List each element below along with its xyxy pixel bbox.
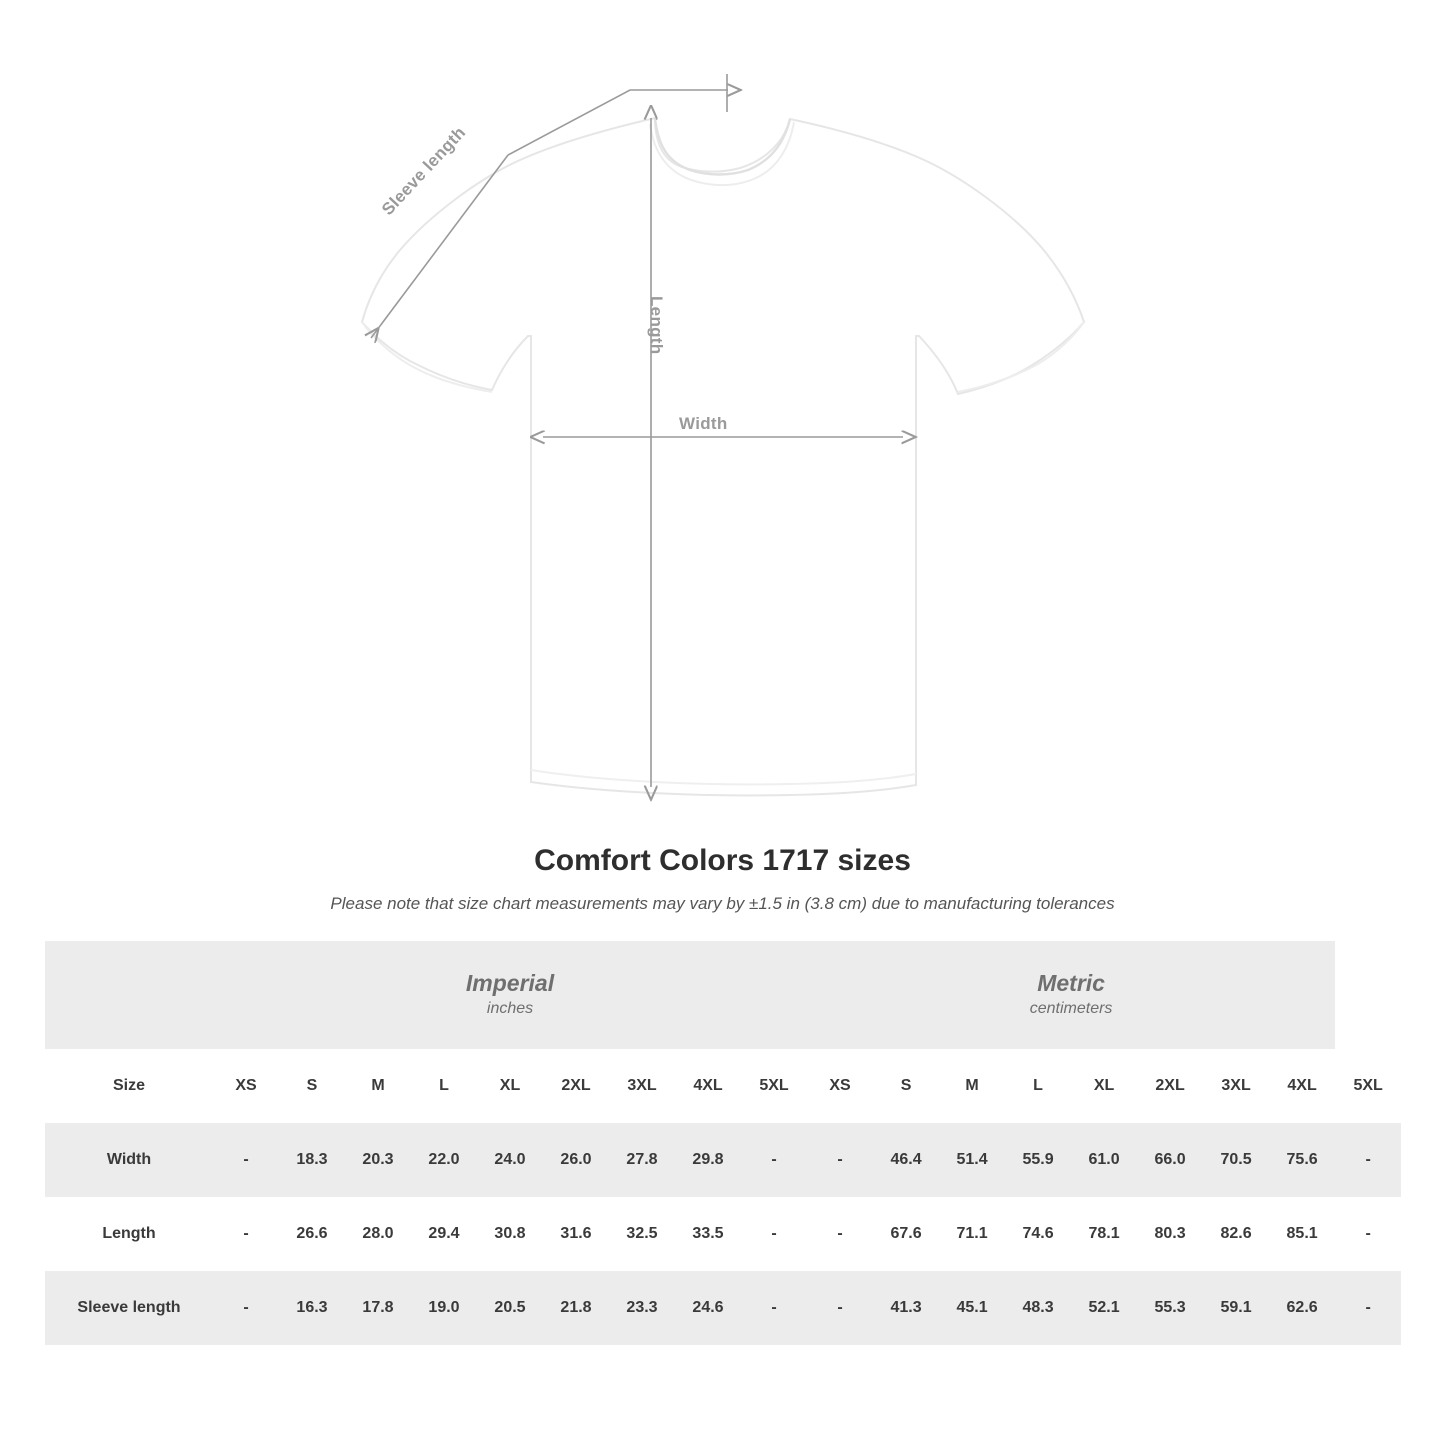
cell-width-5xl-cm: - — [1335, 1123, 1401, 1197]
cell-length-3xl-cm: 82.6 — [1203, 1197, 1269, 1271]
cell-length-4xl-in: 33.5 — [675, 1197, 741, 1271]
cell-length-4xl-cm: 85.1 — [1269, 1197, 1335, 1271]
table-row — [45, 1197, 1401, 1271]
column-header-5xl-cm: 5XL — [1335, 1049, 1401, 1123]
cell-width-2xl-in: 26.0 — [543, 1123, 609, 1197]
cell-width-s-in: 18.3 — [279, 1123, 345, 1197]
cell-sleeve-2xl-in: 21.8 — [543, 1271, 609, 1345]
column-header-3xl-in: 3XL — [609, 1049, 675, 1123]
size-table-wrapper — [45, 941, 1400, 1345]
cell-sleeve-2xl-cm: 55.3 — [1137, 1271, 1203, 1345]
column-header-s-cm: S — [873, 1049, 939, 1123]
column-header-l-in: L — [411, 1049, 477, 1123]
title-block — [0, 844, 1445, 914]
column-header-s-in: S — [279, 1049, 345, 1123]
cell-sleeve-l-cm: 48.3 — [1005, 1271, 1071, 1345]
cell-sleeve-xl-cm: 52.1 — [1071, 1271, 1137, 1345]
cell-sleeve-3xl-cm: 59.1 — [1203, 1271, 1269, 1345]
cell-length-5xl-in: - — [741, 1197, 807, 1271]
page-title: Comfort Colors 1717 sizes — [534, 844, 911, 877]
cell-length-2xl-cm: 80.3 — [1137, 1197, 1203, 1271]
cell-length-l-in: 29.4 — [411, 1197, 477, 1271]
cell-width-5xl-in: - — [741, 1123, 807, 1197]
column-header-2xl-cm: 2XL — [1137, 1049, 1203, 1123]
cell-width-3xl-cm: 70.5 — [1203, 1123, 1269, 1197]
cell-width-m-in: 20.3 — [345, 1123, 411, 1197]
unit-metric-sub: centimeters — [1029, 1000, 1113, 1018]
cell-length-s-cm: 67.6 — [873, 1197, 939, 1271]
column-header-size: Size — [45, 1049, 213, 1123]
width-label: Width — [679, 414, 728, 433]
cell-width-l-in: 22.0 — [411, 1123, 477, 1197]
cell-length-m-in: 28.0 — [345, 1197, 411, 1271]
unit-header-row — [45, 941, 1401, 1049]
cell-width-4xl-in: 29.8 — [675, 1123, 741, 1197]
unit-header-imperial — [213, 941, 807, 1049]
cell-width-xs-in: - — [213, 1123, 279, 1197]
row-label-sleeve-length: Sleeve length — [45, 1271, 213, 1345]
column-header-4xl-cm: 4XL — [1269, 1049, 1335, 1123]
cell-length-l-cm: 74.6 — [1005, 1197, 1071, 1271]
column-header-4xl-in: 4XL — [675, 1049, 741, 1123]
cell-sleeve-s-in: 16.3 — [279, 1271, 345, 1345]
column-header-m-cm: M — [939, 1049, 1005, 1123]
tolerance-note: Please note that size chart measurements may vary by ±1.5 in (3.8 cm) due to manufacturing tolerances — [330, 894, 1115, 913]
size-table — [45, 941, 1401, 1345]
unit-header-spacer — [45, 941, 213, 1049]
table-row — [45, 1271, 1401, 1345]
cell-width-3xl-in: 27.8 — [609, 1123, 675, 1197]
cell-sleeve-l-in: 19.0 — [411, 1271, 477, 1345]
cell-width-2xl-cm: 66.0 — [1137, 1123, 1203, 1197]
cell-length-xl-cm: 78.1 — [1071, 1197, 1137, 1271]
cell-sleeve-xl-in: 20.5 — [477, 1271, 543, 1345]
cell-length-xs-cm: - — [807, 1197, 873, 1271]
cell-width-xl-cm: 61.0 — [1071, 1123, 1137, 1197]
row-label-width: Width — [45, 1123, 213, 1197]
column-header-5xl-in: 5XL — [741, 1049, 807, 1123]
column-header-l-cm: L — [1005, 1049, 1071, 1123]
cell-sleeve-xs-in: - — [213, 1271, 279, 1345]
cell-width-4xl-cm: 75.6 — [1269, 1123, 1335, 1197]
cell-width-s-cm: 46.4 — [873, 1123, 939, 1197]
column-header-xl-cm: XL — [1071, 1049, 1137, 1123]
column-header-3xl-cm: 3XL — [1203, 1049, 1269, 1123]
unit-header-metric — [807, 941, 1335, 1049]
column-header-xl-in: XL — [477, 1049, 543, 1123]
cell-sleeve-xs-cm: - — [807, 1271, 873, 1345]
unit-imperial-name: Imperial — [465, 969, 555, 996]
cell-length-3xl-in: 32.5 — [609, 1197, 675, 1271]
cell-width-xl-in: 24.0 — [477, 1123, 543, 1197]
column-header-xs-in: XS — [213, 1049, 279, 1123]
cell-sleeve-m-in: 17.8 — [345, 1271, 411, 1345]
cell-length-xl-in: 30.8 — [477, 1197, 543, 1271]
cell-width-l-cm: 55.9 — [1005, 1123, 1071, 1197]
column-header-m-in: M — [345, 1049, 411, 1123]
cell-length-2xl-in: 31.6 — [543, 1197, 609, 1271]
cell-length-m-cm: 71.1 — [939, 1197, 1005, 1271]
cell-sleeve-m-cm: 45.1 — [939, 1271, 1005, 1345]
cell-width-xs-cm: - — [807, 1123, 873, 1197]
column-header-xs-cm: XS — [807, 1049, 873, 1123]
cell-sleeve-4xl-in: 24.6 — [675, 1271, 741, 1345]
unit-metric-name: Metric — [1037, 969, 1105, 996]
sleeve-length-label: Sleeve length — [378, 122, 470, 219]
cell-sleeve-5xl-in: - — [741, 1271, 807, 1345]
cell-sleeve-3xl-in: 23.3 — [609, 1271, 675, 1345]
table-row — [45, 1123, 1401, 1197]
unit-imperial-sub: inches — [486, 1000, 534, 1018]
row-label-length: Length — [45, 1197, 213, 1271]
cell-width-m-cm: 51.4 — [939, 1123, 1005, 1197]
cell-length-5xl-cm: - — [1335, 1197, 1401, 1271]
tshirt-shape — [362, 118, 1084, 795]
cell-sleeve-4xl-cm: 62.6 — [1269, 1271, 1335, 1345]
cell-sleeve-s-cm: 41.3 — [873, 1271, 939, 1345]
table-header-row — [45, 1049, 1401, 1123]
length-label: Length — [647, 296, 666, 355]
column-header-2xl-in: 2XL — [543, 1049, 609, 1123]
cell-sleeve-5xl-cm: - — [1335, 1271, 1401, 1345]
cell-length-xs-in: - — [213, 1197, 279, 1271]
cell-length-s-in: 26.6 — [279, 1197, 345, 1271]
